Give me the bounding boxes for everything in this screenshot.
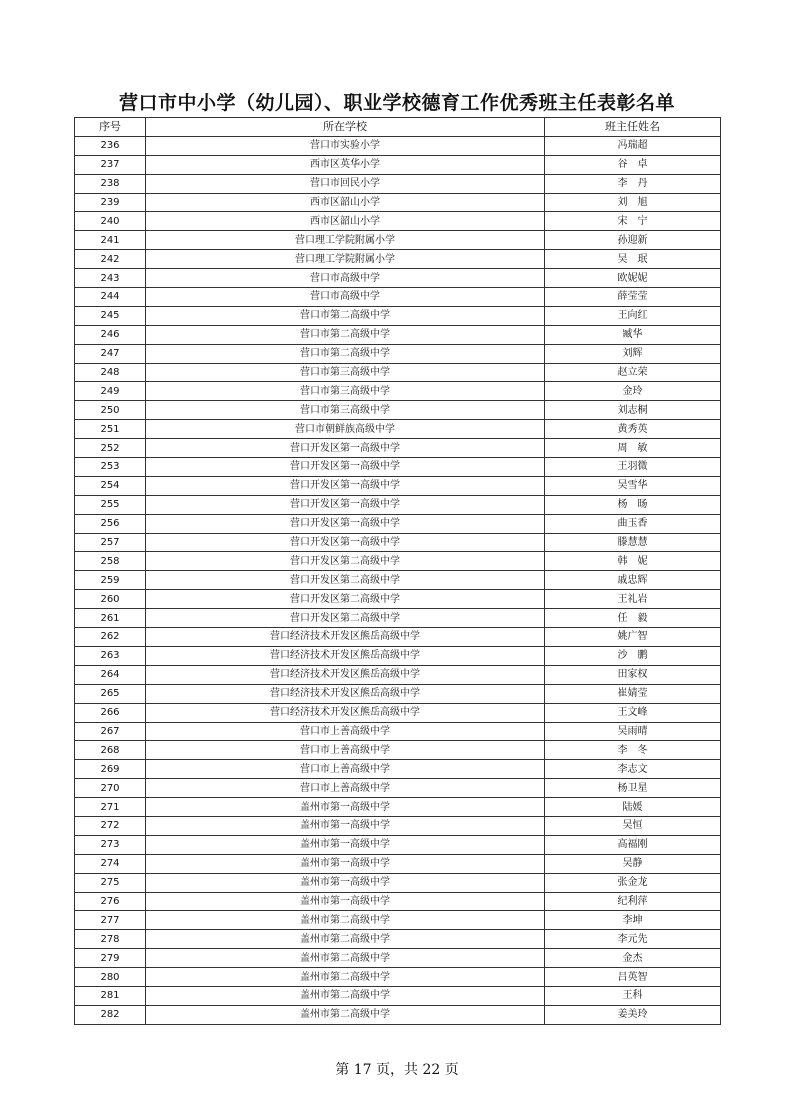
row-school: 盖州市第一高级中学 [146, 835, 545, 854]
header-index: 序号 [75, 118, 146, 137]
row-index: 265 [75, 684, 146, 703]
row-teacher-name: 韩 妮 [545, 552, 721, 571]
row-school: 营口市上善高级中学 [146, 779, 545, 798]
row-index: 270 [75, 779, 146, 798]
table-row [75, 382, 721, 401]
row-school: 营口开发区第一高级中学 [146, 514, 545, 533]
row-teacher-name: 高福刚 [545, 835, 721, 854]
table-header-row [75, 118, 721, 137]
row-teacher-name: 王科 [545, 986, 721, 1005]
row-teacher-name: 孙迎新 [545, 231, 721, 250]
row-teacher-name: 宋 宁 [545, 212, 721, 231]
row-teacher-name: 谷 卓 [545, 155, 721, 174]
row-teacher-name: 周 敏 [545, 439, 721, 458]
header-teacher-name: 班主任姓名 [545, 118, 721, 137]
row-school: 营口市朝鲜族高级中学 [146, 420, 545, 439]
row-index: 256 [75, 514, 146, 533]
row-index: 262 [75, 628, 146, 647]
row-index: 277 [75, 911, 146, 930]
row-school: 营口市第二高级中学 [146, 306, 545, 325]
row-index: 280 [75, 968, 146, 987]
row-school: 营口开发区第二高级中学 [146, 609, 545, 628]
row-index: 273 [75, 835, 146, 854]
table-row [75, 684, 721, 703]
row-teacher-name: 张金龙 [545, 873, 721, 892]
page-number: 第 17 页，共 22 页 [335, 1062, 459, 1078]
row-teacher-name: 李坤 [545, 911, 721, 930]
table-row [75, 968, 721, 987]
table-row [75, 250, 721, 269]
row-index: 252 [75, 439, 146, 458]
row-teacher-name: 纪利萍 [545, 892, 721, 911]
row-index: 268 [75, 741, 146, 760]
table-row [75, 288, 721, 307]
row-index: 238 [75, 174, 146, 193]
row-teacher-name: 吴雪华 [545, 476, 721, 495]
table-row [75, 892, 721, 911]
row-teacher-name: 杨 旸 [545, 495, 721, 514]
row-teacher-name: 曲玉香 [545, 514, 721, 533]
row-index: 275 [75, 873, 146, 892]
row-index: 245 [75, 306, 146, 325]
row-index: 250 [75, 401, 146, 420]
table-body [75, 136, 721, 1024]
table-row [75, 741, 721, 760]
table-row [75, 552, 721, 571]
table-row [75, 458, 721, 477]
row-index: 236 [75, 136, 146, 155]
row-school: 营口开发区第一高级中学 [146, 476, 545, 495]
row-teacher-name: 王文峰 [545, 703, 721, 722]
row-school: 盖州市第一高级中学 [146, 854, 545, 873]
table-row [75, 344, 721, 363]
row-index: 257 [75, 533, 146, 552]
row-teacher-name: 黄秀英 [545, 420, 721, 439]
row-school: 营口开发区第一高级中学 [146, 495, 545, 514]
table-row [75, 495, 721, 514]
row-teacher-name: 任 毅 [545, 609, 721, 628]
table-row [75, 911, 721, 930]
row-index: 278 [75, 930, 146, 949]
row-teacher-name: 姚广智 [545, 628, 721, 647]
row-teacher-name: 吴恒 [545, 816, 721, 835]
row-school: 盖州市第一高级中学 [146, 892, 545, 911]
row-school: 盖州市第一高级中学 [146, 798, 545, 817]
row-index: 271 [75, 798, 146, 817]
row-teacher-name: 吴静 [545, 854, 721, 873]
table-row [75, 665, 721, 684]
row-teacher-name: 赵立荣 [545, 363, 721, 382]
row-teacher-name: 欧妮妮 [545, 269, 721, 288]
table-row [75, 722, 721, 741]
row-teacher-name: 李 冬 [545, 741, 721, 760]
row-index: 244 [75, 288, 146, 307]
row-index: 261 [75, 609, 146, 628]
row-index: 272 [75, 816, 146, 835]
table-row [75, 231, 721, 250]
table-row [75, 760, 721, 779]
row-school: 营口市第三高级中学 [146, 363, 545, 382]
table-row [75, 703, 721, 722]
row-school: 营口市第二高级中学 [146, 325, 545, 344]
row-index: 253 [75, 458, 146, 477]
row-school: 营口市第二高级中学 [146, 344, 545, 363]
row-school: 营口市高级中学 [146, 269, 545, 288]
table-row [75, 476, 721, 495]
row-school: 营口市上善高级中学 [146, 722, 545, 741]
row-teacher-name: 戚忠辉 [545, 571, 721, 590]
row-teacher-name: 吴 珉 [545, 250, 721, 269]
row-school: 营口经济技术开发区熊岳高级中学 [146, 684, 545, 703]
table-row [75, 646, 721, 665]
row-teacher-name: 刘志桐 [545, 401, 721, 420]
row-school: 营口开发区第二高级中学 [146, 552, 545, 571]
row-teacher-name: 吕英智 [545, 968, 721, 987]
row-teacher-name: 陆媛 [545, 798, 721, 817]
row-teacher-name: 金杰 [545, 949, 721, 968]
table-row [75, 363, 721, 382]
row-school: 营口开发区第一高级中学 [146, 458, 545, 477]
row-teacher-name: 李元先 [545, 930, 721, 949]
row-school: 营口市回民小学 [146, 174, 545, 193]
row-school: 营口理工学院附属小学 [146, 250, 545, 269]
table-row [75, 628, 721, 647]
table-row [75, 212, 721, 231]
row-school: 营口市上善高级中学 [146, 741, 545, 760]
row-teacher-name: 薛莹莹 [545, 288, 721, 307]
row-school: 营口市上善高级中学 [146, 760, 545, 779]
row-index: 255 [75, 495, 146, 514]
row-index: 251 [75, 420, 146, 439]
row-index: 279 [75, 949, 146, 968]
row-teacher-name: 李志文 [545, 760, 721, 779]
row-index: 242 [75, 250, 146, 269]
row-school: 盖州市第二高级中学 [146, 911, 545, 930]
row-index: 263 [75, 646, 146, 665]
row-teacher-name: 冯瑞超 [545, 136, 721, 155]
row-index: 266 [75, 703, 146, 722]
table-row [75, 779, 721, 798]
row-index: 240 [75, 212, 146, 231]
row-teacher-name: 吴雨晴 [545, 722, 721, 741]
row-teacher-name: 田家权 [545, 665, 721, 684]
row-school: 营口开发区第二高级中学 [146, 571, 545, 590]
table-row [75, 269, 721, 288]
row-school: 营口经济技术开发区熊岳高级中学 [146, 628, 545, 647]
row-teacher-name: 王羽微 [545, 458, 721, 477]
row-school: 营口经济技术开发区熊岳高级中学 [146, 665, 545, 684]
row-index: 254 [75, 476, 146, 495]
row-school: 营口经济技术开发区熊岳高级中学 [146, 646, 545, 665]
row-index: 248 [75, 363, 146, 382]
table-row [75, 155, 721, 174]
table-row [75, 174, 721, 193]
roster-table [74, 117, 721, 1025]
table-row [75, 514, 721, 533]
row-school: 盖州市第二高级中学 [146, 930, 545, 949]
table-row [75, 609, 721, 628]
row-school: 营口市第三高级中学 [146, 401, 545, 420]
table-row [75, 949, 721, 968]
row-school: 营口市高级中学 [146, 288, 545, 307]
table-row [75, 930, 721, 949]
row-teacher-name: 姜美玲 [545, 1005, 721, 1024]
row-school: 西市区英华小学 [146, 155, 545, 174]
row-school: 营口开发区第一高级中学 [146, 533, 545, 552]
row-index: 247 [75, 344, 146, 363]
row-index: 259 [75, 571, 146, 590]
table-row [75, 420, 721, 439]
table-row [75, 816, 721, 835]
table-row [75, 854, 721, 873]
table-row [75, 306, 721, 325]
row-school: 营口市实验小学 [146, 136, 545, 155]
row-index: 239 [75, 193, 146, 212]
row-school: 营口理工学院附属小学 [146, 231, 545, 250]
row-index: 241 [75, 231, 146, 250]
row-school: 盖州市第二高级中学 [146, 949, 545, 968]
row-school: 营口开发区第二高级中学 [146, 590, 545, 609]
table-row [75, 533, 721, 552]
header-school: 所在学校 [146, 118, 545, 137]
row-school: 盖州市第二高级中学 [146, 1005, 545, 1024]
row-index: 237 [75, 155, 146, 174]
row-school: 西市区韶山小学 [146, 212, 545, 231]
row-index: 276 [75, 892, 146, 911]
row-school: 营口开发区第一高级中学 [146, 439, 545, 458]
table-row [75, 193, 721, 212]
row-teacher-name: 臧华 [545, 325, 721, 344]
table-row [75, 590, 721, 609]
row-index: 274 [75, 854, 146, 873]
row-teacher-name: 沙 鹏 [545, 646, 721, 665]
row-teacher-name: 金玲 [545, 382, 721, 401]
table-row [75, 835, 721, 854]
row-index: 260 [75, 590, 146, 609]
table-row [75, 1005, 721, 1024]
row-school: 盖州市第二高级中学 [146, 986, 545, 1005]
row-school: 营口经济技术开发区熊岳高级中学 [146, 703, 545, 722]
row-teacher-name: 刘 旭 [545, 193, 721, 212]
row-school: 盖州市第二高级中学 [146, 968, 545, 987]
row-index: 282 [75, 1005, 146, 1024]
row-school: 西市区韶山小学 [146, 193, 545, 212]
row-school: 盖州市第一高级中学 [146, 873, 545, 892]
row-index: 258 [75, 552, 146, 571]
row-index: 264 [75, 665, 146, 684]
table-row [75, 986, 721, 1005]
table-row [75, 325, 721, 344]
row-index: 249 [75, 382, 146, 401]
row-index: 269 [75, 760, 146, 779]
table-row [75, 136, 721, 155]
table-row [75, 873, 721, 892]
row-index: 246 [75, 325, 146, 344]
row-teacher-name: 刘辉 [545, 344, 721, 363]
row-teacher-name: 李 丹 [545, 174, 721, 193]
row-teacher-name: 崔婧莹 [545, 684, 721, 703]
table-row [75, 401, 721, 420]
row-teacher-name: 王向红 [545, 306, 721, 325]
document-title: 营口市中小学（幼儿园）、职业学校德育工作优秀班主任表彰名单 [118, 92, 675, 114]
row-teacher-name: 滕慧慧 [545, 533, 721, 552]
row-school: 营口市第三高级中学 [146, 382, 545, 401]
table-row [75, 439, 721, 458]
row-teacher-name: 王礼岩 [545, 590, 721, 609]
row-teacher-name: 杨卫星 [545, 779, 721, 798]
row-school: 盖州市第一高级中学 [146, 816, 545, 835]
row-index: 281 [75, 986, 146, 1005]
table-row [75, 571, 721, 590]
row-index: 267 [75, 722, 146, 741]
row-index: 243 [75, 269, 146, 288]
table-row [75, 798, 721, 817]
